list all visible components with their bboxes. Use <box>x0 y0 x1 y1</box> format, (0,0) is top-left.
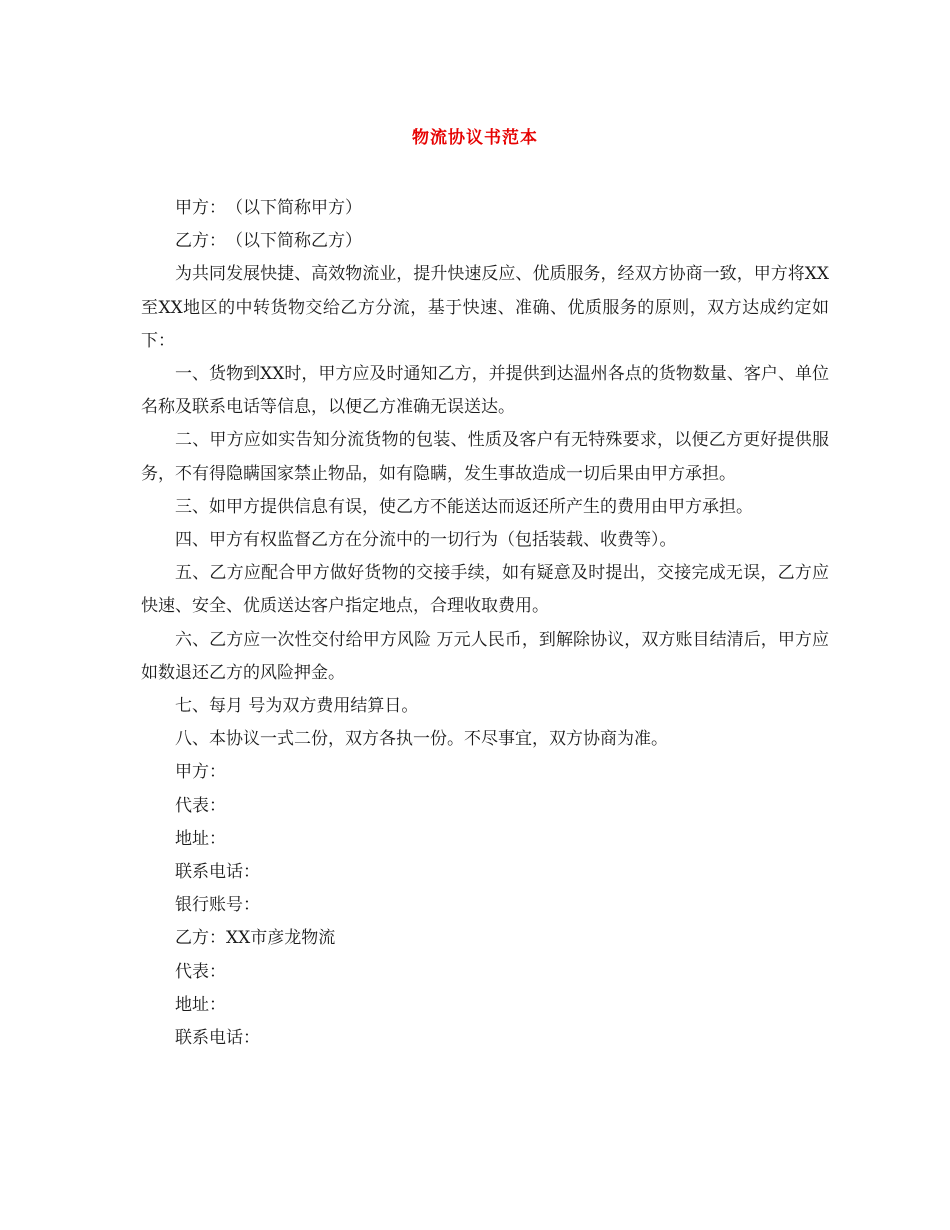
signature-party-b: 乙方：XX市彦龙物流 <box>175 928 336 949</box>
party-b-line: 乙方： （以下简称乙方） <box>175 231 362 252</box>
signature-a-bank-account: 银行账号： <box>175 895 260 916</box>
signature-a-address: 地址： <box>175 828 226 849</box>
signature-b-address: 地址： <box>175 994 226 1015</box>
clause-8: 八、本协议一式二份，双方各执一份。不尽事宜，双方协商为准。 <box>175 729 668 750</box>
document-body <box>141 192 829 1055</box>
clause-3: 三、如甲方提供信息有误，使乙方不能送达而返还所产生的费用由甲方承担。 <box>175 496 753 517</box>
signature-party-a: 甲方： <box>175 762 226 783</box>
signature-b-representative: 代表： <box>175 961 226 982</box>
signature-a-phone: 联系电话： <box>175 862 260 883</box>
signature-b-phone: 联系电话： <box>175 1028 260 1049</box>
clause-2: 二、甲方应如实告知分流货物的包装、性质及客户有无特殊要求，以便乙方更好提供服务，不有得隐瞒国家禁止物品，如有隐瞒，发生事故造成一切后果由甲方承担。 <box>141 430 829 484</box>
clause-4: 四、甲方有权监督乙方在分流中的一切行为（包括装载、收费等）。 <box>175 530 677 551</box>
clause-7: 七、每月 号为双方费用结算日。 <box>175 696 419 717</box>
clause-5: 五、乙方应配合甲方做好货物的交接手续，如有疑意及时提出，交接完成无误，乙方应快速、安全、优质送达客户指定地点，合理收取费用。 <box>141 563 829 617</box>
party-a-line: 甲方： （以下简称甲方） <box>175 198 362 218</box>
clause-6: 六、乙方应一次性交付给甲方风险 万元人民币，到解除协议，双方账目结清后，甲方应如数退还乙方的风险押金。 <box>141 629 829 683</box>
preamble-paragraph: 为共同发展快捷、高效物流业，提升快速反应、优质服务，经双方协商一致，甲方将XX至XX地区的中转货物交给乙方分流，基于快速、准确、优质服务的原则，双方达成约定如下： <box>141 264 829 351</box>
document-title: 物流协议书范本 <box>412 128 538 148</box>
clause-1: 一、货物到XX时，甲方应及时通知乙方，并提供到达温州各点的货物数量、客户、单位名称及联系电话等信息，以便乙方准确无误送达。 <box>141 364 829 418</box>
signature-a-representative: 代表： <box>175 795 226 816</box>
